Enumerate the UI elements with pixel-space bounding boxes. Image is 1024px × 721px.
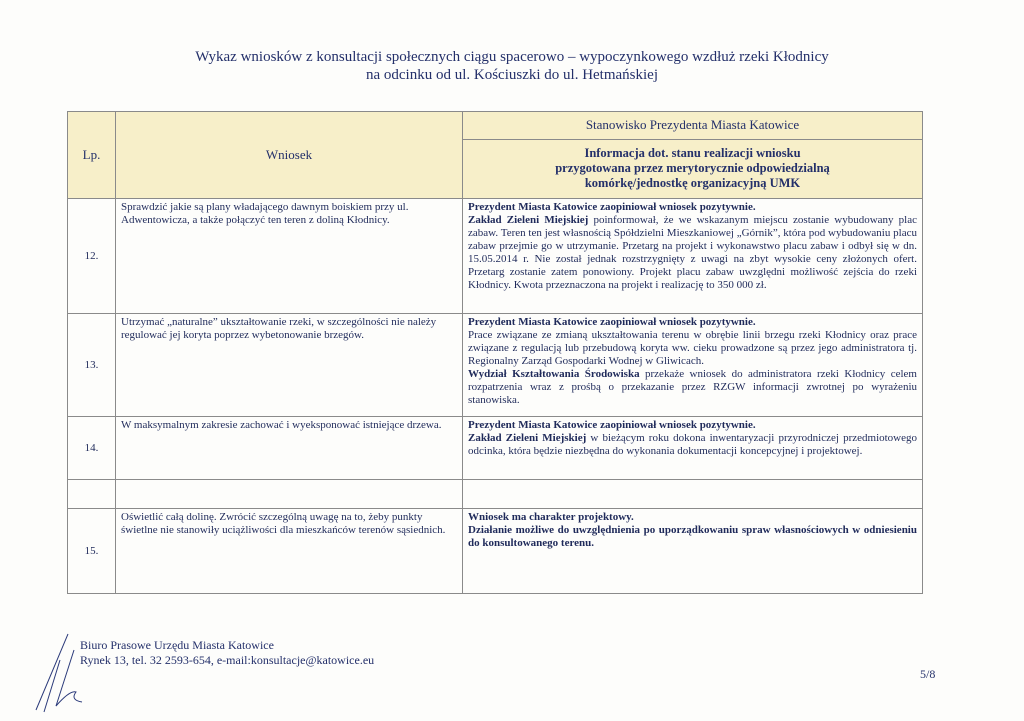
- table-row-15: [68, 509, 923, 594]
- row-lp: 12.: [68, 199, 116, 314]
- row-request: Oświetlić całą dolinę. Zwrócić szczególną uwagę na to, żeby punkty świetlne nie stanowiły uciążliwości dla mieszkańców terenów sąsiednich.: [116, 509, 463, 594]
- response-opinion: Wniosek ma charakter projektowy.: [468, 511, 634, 523]
- row-request: W maksymalnym zakresie zachować i wyeksponować istniejące drzewa.: [116, 417, 463, 480]
- response-text: Prace związane ze zmianą ukształtowania terenu w obrębie linii brzegu rzeki Kłodnicy oraz prace związane z regulacją lub przebudową koryta ww. cieku prowadzone są przez jego administratora tj. Regionalny Zarząd Gospodarki Wodnej w Gliwicach.: [468, 329, 917, 367]
- row-response: [463, 314, 923, 417]
- response-opinion: Prezydent Miasta Katowice zaopiniował wniosek pozytywnie.: [468, 419, 756, 431]
- response-text-2: przekaże wniosek do administratora rzeki Kłodnicy celem rozpatrzenia wraz z prośbą o przekazanie przez RZGW informacji zwrotnej po wyrażeniu stanowiska.: [468, 368, 917, 406]
- row-lp: 15.: [68, 509, 116, 594]
- response-unit: Zakład Zieleni Miejskiej: [468, 432, 587, 444]
- table-spacer-row: [68, 480, 923, 509]
- table-row-14: [68, 417, 923, 480]
- response-opinion: Prezydent Miasta Katowice zaopiniował wniosek pozytywnie.: [468, 201, 756, 213]
- response-unit: Zakład Zieleni Miejskiej: [468, 214, 589, 226]
- row-request: Sprawdzić jakie są plany władającego dawnym boiskiem przy ul. Adwentowicza, a także połączyć ten teren z doliną Kłodnicy.: [116, 199, 463, 314]
- row-request: Utrzymać „naturalne” ukształtowanie rzeki, w szczególności nie należy regulować jej koryta poprzez wybetonowanie brzegów.: [116, 314, 463, 417]
- page-number: 5/8: [920, 667, 936, 681]
- header-info-line-1: Informacja dot. stanu realizacji wniosku: [584, 146, 801, 161]
- header-info-line-3: komórkę/jednostkę organizacyjną UMK: [584, 176, 801, 191]
- table-row-13: [68, 314, 923, 417]
- response-text: poinformował, że we wskazanym miejscu zostanie wybudowany plac zabaw. Teren ten jest własnością Spółdzielni Mieszkaniowej „Górnik”, która pod wybudowaniu placu zabaw przejmie go w utrzymanie. Przetarg na projekt i wykonawstwo placu zabaw i odbył się w dn. 15.05.2014 r. Nie został jednak rozstrzygnięty z uwagi na zbyt wysokie ceny złożonych ofert. Przetarg zostanie zatem ponowiony. Projekt placu zabaw uwzględni możliwość zejścia do rzeki Kłodnicy. Kwota przeznaczona na projekt i realizację to 350 000 zł.: [468, 214, 917, 291]
- row-response: [463, 199, 923, 314]
- row-response: [463, 509, 923, 594]
- footer-contact: Rynek 13, tel. 32 2593-654, e-mail:konsultacje@katowice.eu: [80, 653, 375, 667]
- table-row-12: [68, 199, 923, 314]
- row-response: [463, 417, 923, 480]
- header-wniosek: Wniosek: [116, 112, 463, 199]
- footer: [80, 638, 374, 668]
- row-lp: 13.: [68, 314, 116, 417]
- response-unit: Wydział Kształtowania Środowiska: [468, 368, 640, 380]
- title-line-1: Wykaz wniosków z konsultacji społecznych ciągu spacerowo – wypoczynkowego wzdłuż rzeki Kłodnicy: [195, 49, 829, 65]
- document-title: [0, 48, 1024, 84]
- response-opinion: Prezydent Miasta Katowice zaopiniował wniosek pozytywnie.: [468, 316, 756, 328]
- table-header-row: [68, 112, 923, 140]
- header-stanowisko: Stanowisko Prezydenta Miasta Katowice: [463, 112, 923, 140]
- requests-table: [67, 111, 923, 594]
- footer-office: Biuro Prasowe Urzędu Miasta Katowice: [80, 638, 274, 652]
- header-lp: Lp.: [68, 112, 116, 199]
- header-informacja: [463, 139, 923, 198]
- header-info-line-2: przygotowana przez merytorycznie odpowiedzialną: [555, 161, 830, 176]
- row-lp: 14.: [68, 417, 116, 480]
- title-line-2: na odcinku od ul. Kościuszki do ul. Hetmańskiej: [365, 67, 659, 83]
- response-text: Działanie możliwe do uwzględnienia po uporządkowaniu spraw własnościowych w odniesieniu do konsultowanego terenu.: [468, 524, 917, 549]
- response-text: w bieżącym roku dokona inwentaryzacji przyrodniczej przedmiotowego odcinka, która będzie niezbędna do wykonania dokumentacji koncepcyjnej i projektowej.: [468, 432, 918, 457]
